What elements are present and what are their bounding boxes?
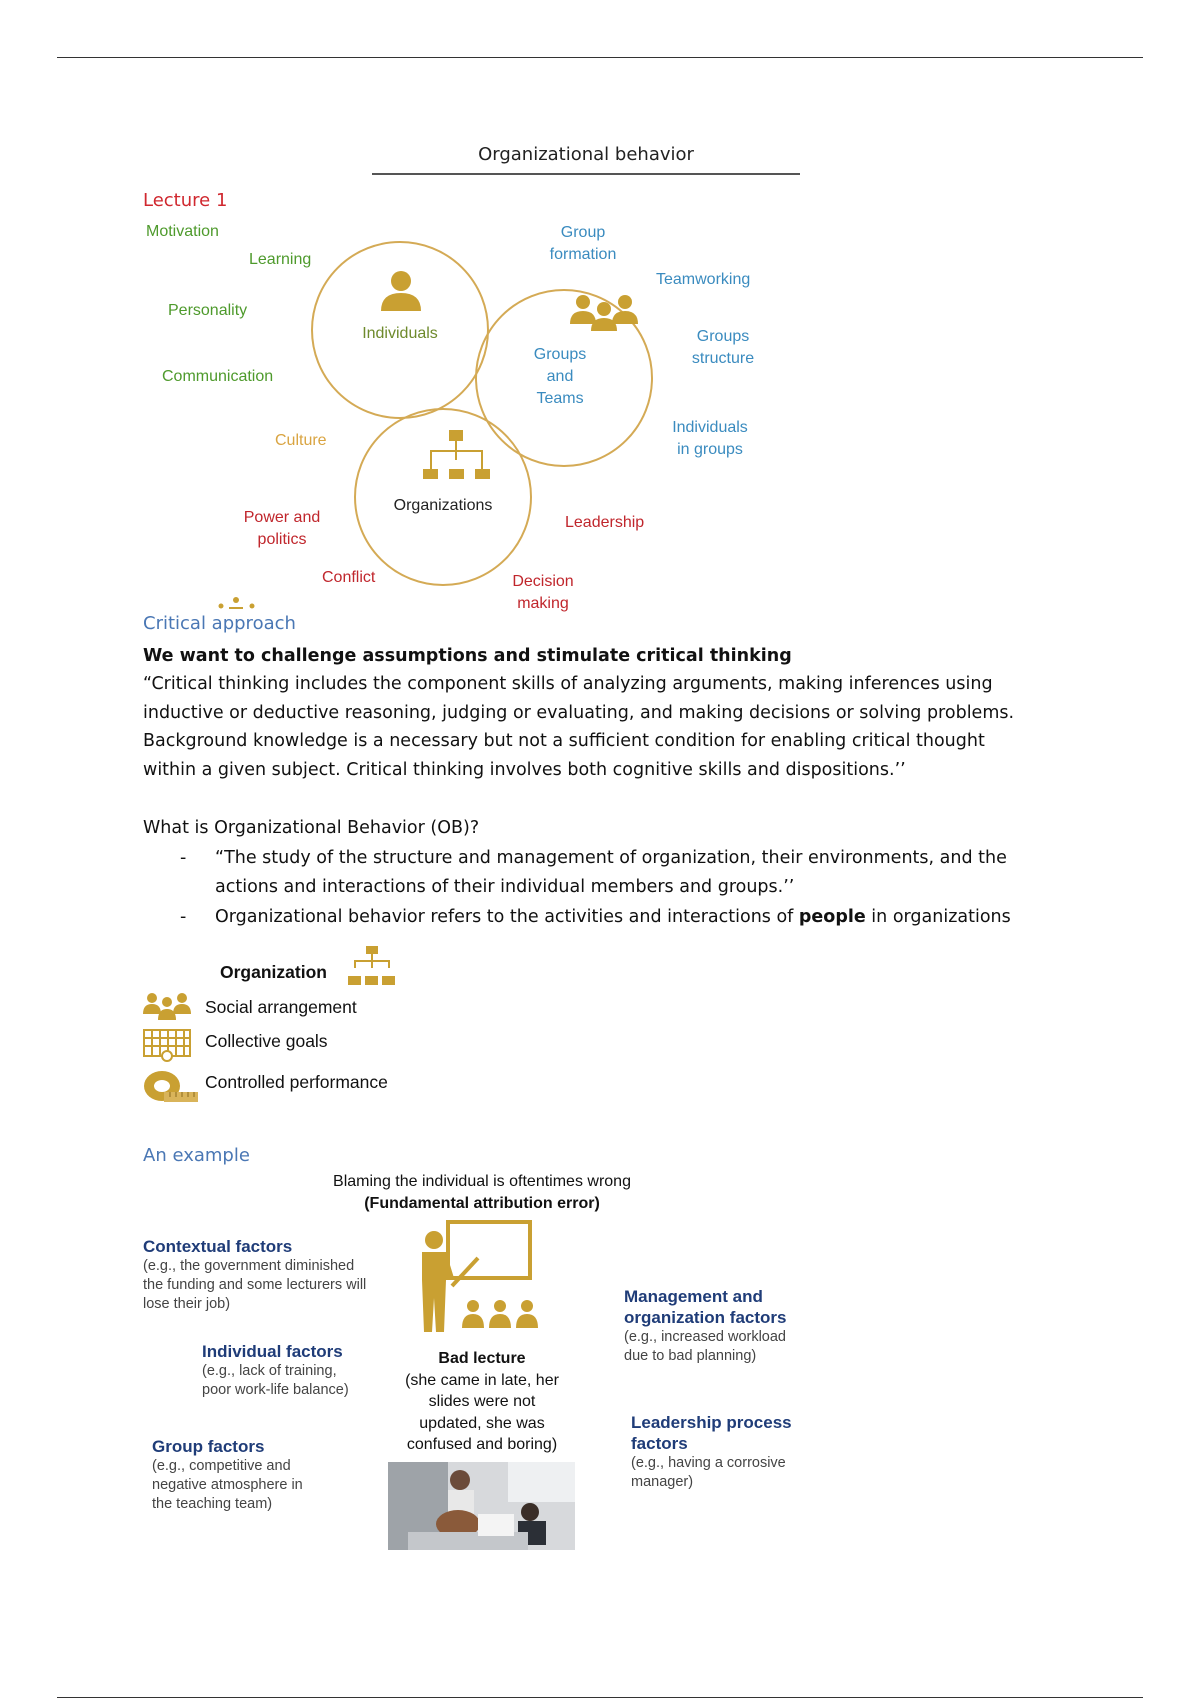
ob-question: What is Organizational Behavior (OB)? xyxy=(143,818,480,838)
topic-individuals-in-groups: Individuals in groups xyxy=(672,419,748,458)
bullet-dash: - xyxy=(180,907,187,927)
teacher-board-icon xyxy=(418,1218,548,1334)
contextual-factors: Contextual factors (e.g., the government diminished the funding and some lecturers will lose their job) xyxy=(143,1237,367,1312)
leadership-factors: Leadership process factors (e.g., having a corrosive manager) xyxy=(631,1413,792,1490)
bottom-rule xyxy=(57,1697,1143,1698)
org-item-social: Social arrangement xyxy=(205,997,357,1017)
lecture-label: Lecture 1 xyxy=(143,190,228,211)
groups-teams-label: Groups and Teams xyxy=(533,346,587,407)
topic-decision-making: Decision making xyxy=(512,573,574,612)
small-network-icon xyxy=(219,597,255,609)
organizations-label: Organizations xyxy=(393,497,493,514)
critical-quote: “Critical thinking includes the component skills of analyzing arguments, making inferences using inductive or deductive reasoning, judging or evaluating, and making decisions or solving problems. Background knowledge is a necessary but not a sufficient condition for enabling critical thought within a given subject. Critical thinking involves both cognitive skills and dispositions.’’ xyxy=(143,674,1015,780)
topic-groups-structure: Groups structure xyxy=(691,328,755,367)
topic-learning: Learning xyxy=(249,251,312,268)
topic-conflict: Conflict xyxy=(322,569,376,586)
topic-culture: Culture xyxy=(275,432,327,449)
tape-measure-icon xyxy=(142,1068,200,1106)
org-chart-icon-small xyxy=(348,946,396,986)
example-caption: Blaming the individual is oftentimes wrong (Fundamental attribution error) xyxy=(333,1173,631,1212)
bad-lecture: Bad lecture (she came in late, her slides were not updated, she was confused and boring) xyxy=(405,1350,559,1453)
example-heading: An example xyxy=(143,1145,250,1166)
org-item-performance: Controlled performance xyxy=(205,1072,388,1092)
page-title: Organizational behavior xyxy=(478,144,694,165)
topic-communication: Communication xyxy=(162,368,274,385)
topic-teamworking: Teamworking xyxy=(656,271,751,288)
topic-group-formation: Group formation xyxy=(549,224,617,263)
goal-net-icon xyxy=(142,1026,192,1062)
group-factors: Group factors (e.g., competitive and negative atmosphere in the teaching team) xyxy=(152,1437,303,1512)
classroom-photo xyxy=(388,1462,575,1550)
organization-title: Organization xyxy=(220,962,327,982)
individuals-label: Individuals xyxy=(362,325,438,342)
ob-bullet-2: - Organizational behavior refers to the activities and interactions of people in organizations xyxy=(180,903,1060,933)
bullet-dash: - xyxy=(180,848,187,868)
critical-approach-heading: Critical approach xyxy=(143,613,296,634)
topic-personality: Personality xyxy=(168,302,248,319)
management-factors: Management and organization factors (e.g., increased workload due to bad planning) xyxy=(624,1287,787,1364)
org-item-goals: Collective goals xyxy=(205,1031,328,1051)
people-icon xyxy=(142,990,192,1022)
ob-bullet-1: - “The study of the structure and management of organization, their environments, and the actions and interactions of their individual members and groups.’’ xyxy=(180,844,1060,904)
individual-factors: Individual factors (e.g., lack of training, poor work-life balance) xyxy=(202,1342,349,1398)
topic-leadership: Leadership xyxy=(565,514,645,531)
org-chart-icon xyxy=(423,430,490,479)
topic-power-politics: Power and politics xyxy=(243,509,321,548)
critical-bold-line: We want to challenge assumptions and stimulate critical thinking xyxy=(143,646,792,666)
person-icon xyxy=(381,271,421,311)
topic-motivation: Motivation xyxy=(146,223,219,240)
